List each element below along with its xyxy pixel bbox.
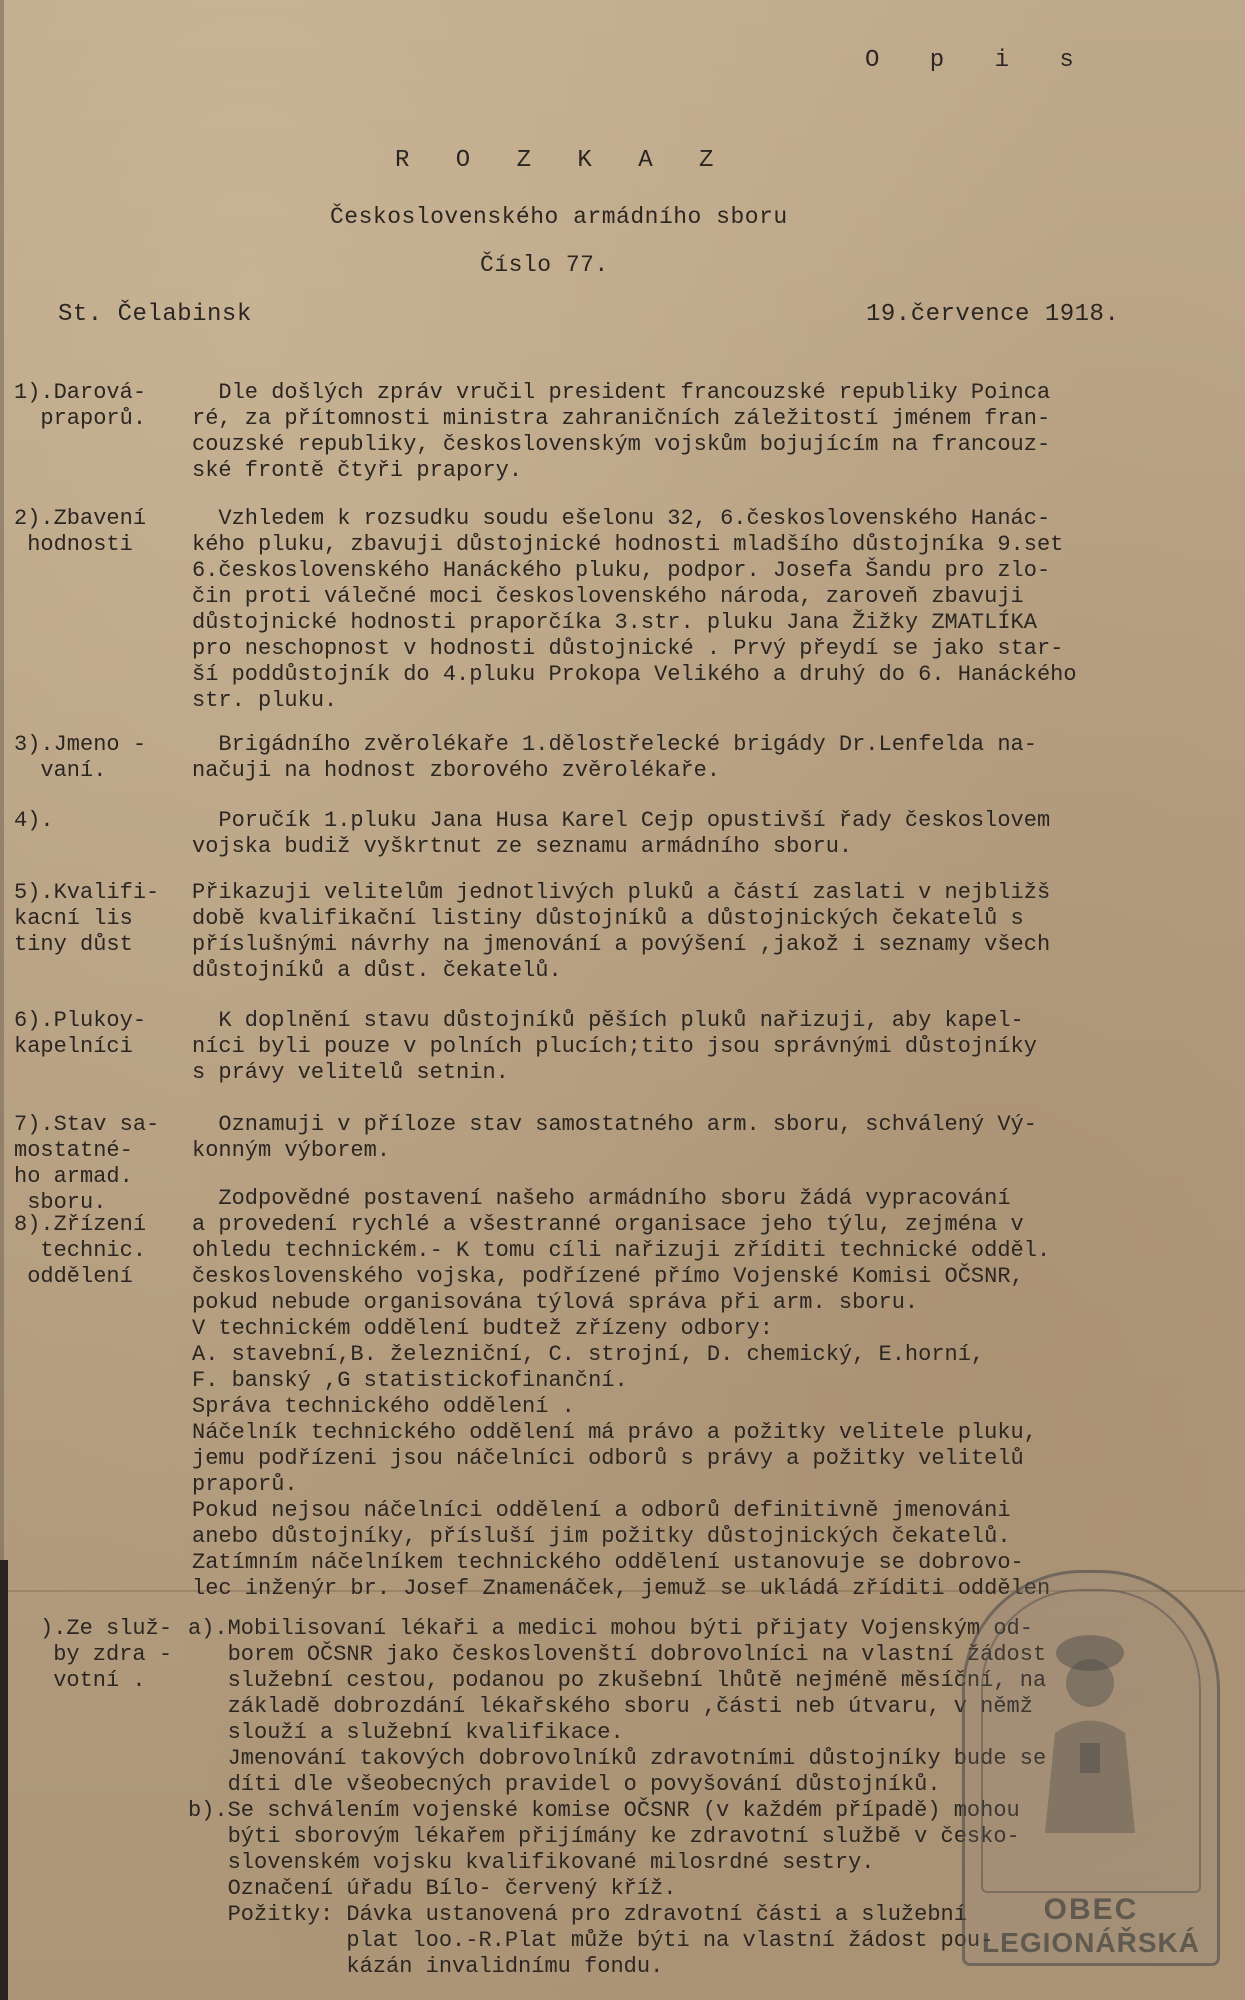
date: 19.července 1918. — [866, 301, 1120, 328]
issuing-corps: Československého armádního sboru — [330, 204, 788, 230]
stamp-text-top: OBEC — [1043, 1893, 1139, 1926]
archive-stamp — [962, 1570, 1220, 1966]
order-number: Číslo 77. — [480, 252, 609, 278]
section-body: Brigádního zvěrolékaře 1.dělostřelecké brigády Dr.Lenfelda na- načuji na hodnost zborového zvěrolékaře. — [192, 732, 1037, 783]
section-label: 6).Plukoy- kapelníci — [14, 1008, 147, 1059]
section-label: 5).Kvalifi- kacní lis tiny důst — [14, 880, 160, 957]
stamp-text-bottom: LEGIONÁŘSKÁ — [982, 1927, 1200, 1958]
section-label: 4). — [14, 808, 54, 833]
section-label: 3).Jmeno - vaní. — [14, 732, 147, 783]
section-label: ).Ze služ- by zdra - votní . — [40, 1616, 173, 1693]
section-label: 2).Zbavení hodnosti — [14, 506, 147, 557]
soldier-silhouette-icon — [1025, 1613, 1155, 1833]
section-body: Dle došlých zpráv vručil president francouzské republiky Poinca ré, za přítomnosti ministra zahraničních záležitostí jménem fran- couzské republiky, československým vojskům bojujícím na francouz- ské frontě čtyři prapory. — [192, 380, 1051, 483]
section-label: 7).Stav sa- mostatné- ho armad. sboru. — [14, 1112, 160, 1215]
section-body: a).Mobilisovaní lékaři a medici mohou býti přijaty Vojenským od- borem OČSNR jako českoslovenští dobrovolníci na vlastní žádost služební cestou, podanou po zkušební lhůtě nejméně měsíční, na základě dobrozdání lékařského sboru ,části neb útvaru, v němž slouží a služební kvalifikace. Jmenování takových dobrovolníků zdravotními důstojníky bude se díti dle všeobecných pravidel o povyšování důstojníků. b).Se schválením vojenské komise OČSNR (v každém případě) mohou býti sborovým lékařem přijímány ke zdravotní službě v česko- slovenském vojsku kvalifikované milosrdné sestry. Označení úřadu Bílo- červený kříž. Požitky: Dávka ustanovená pro zdravotní části a služební plat loo.-R.Plat může býti na vlastní žádost pou- kázán invalidnímu fondu. — [188, 1616, 1047, 1979]
document-title: R O Z K A Z — [395, 147, 730, 174]
section-label: 1).Darová- praporů. — [14, 380, 147, 431]
section-body: Oznamuji v příloze stav samostatného arm. sboru, schválený Vý- konným výborem. — [192, 1112, 1037, 1163]
section-label: 8).Zřízení technic. oddělení — [14, 1212, 147, 1289]
section-body: Poručík 1.pluku Jana Husa Karel Cejp opustivší řady českoslovem vojska budiž vyškrtnut ze seznamu armádního sboru. — [192, 808, 1051, 859]
place: St. Čelabinsk — [58, 301, 252, 328]
binder-edge — [0, 1560, 8, 2000]
section-body: Vzhledem k rozsudku soudu ešelonu 32, 6.československého Hanác- kého pluku, zbavuji důstojnické hodnosti mladšího důstojníka 9.set 6.československého Hanáckého pluku, podpor. Josefa Šandu pro zlo- čin proti válečné moci československého národa, zaroveň zbavuji důstojnické hodnosti praporčíka 3.str. pluku Jana Žižky ZMATLÍKA pro neschopnost v hodnosti důstojnické . Prvý přeydí se jako star- ší poddůstojník do 4.pluku Prokopa Velikého a druhý do 6. Hanáckého str. pluku. — [192, 506, 1077, 713]
section-body: Zodpovědné postavení našeho armádního sboru žádá vypracování a provedení rychlé a všestranné organisace jeho týlu, zejména v ohledu technickém.- K tomu cíli nařizuji zříditi technické odděl. československého vojska, podřízené přímo Vojenské Komisi OČSNR, pokud nebude organisována týlová správa při arm. sboru. V technickém oddělení budtež zřízeny odbory: A. stavební,B. železniční, C. strojní, D. chemický, E.horní, F. banský ,G statistickofinanční. Správa technického oddělení . Náčelník technického oddělení má právo a požitky velitele pluku, jemu podřízeni jsou náčelníci odborů s právy a požitky velitelů praporů. Pokud nejsou náčelníci oddělení a odborů definitivně jmenováni anebo důstojníky, přísluší jim požitky důstojnických čekatelů. Zatímním náčelníkem technického oddělení ustanovuje se dobrovo- lec inženýr br. Josef Znamenáček, jemuž se ukládá zříditi oddělen — [192, 1186, 1051, 1601]
copy-mark: O p i s — [865, 47, 1092, 74]
section-body: K doplnění stavu důstojníků pěších pluků nařizuji, aby kapel- níci byli pouze v polních plucích;tito jsou správnými důstojníky s právy velitelů setnin. — [192, 1008, 1037, 1085]
section-body: Přikazuji velitelům jednotlivých pluků a částí zaslati v nejbližš době kvalifikační listiny důstojníků a důstojnických čekatelů s příslušnými návrhy na jmenování a povýšení ,jakož i seznamy všech důstojníků a důst. čekatelů. — [192, 880, 1051, 983]
